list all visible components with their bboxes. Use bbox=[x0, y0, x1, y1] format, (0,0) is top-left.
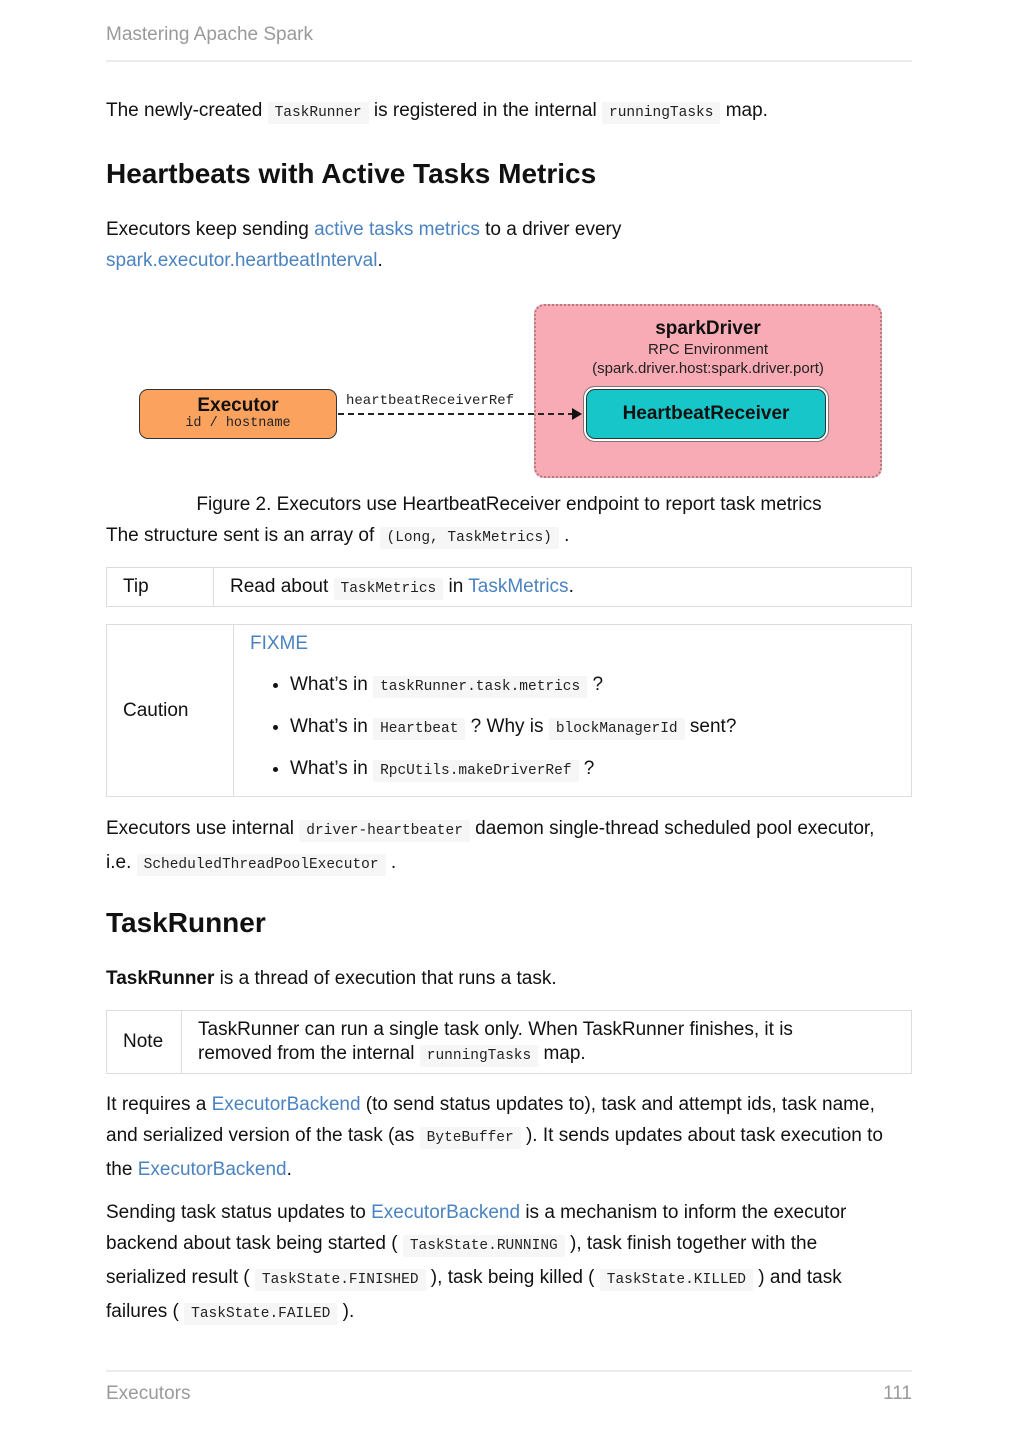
arrow-label: heartbeatReceiverRef bbox=[346, 393, 515, 409]
executor-subtitle: id / hostname bbox=[185, 416, 291, 431]
section-heading-heartbeats: Heartbeats with Active Tasks Metrics bbox=[106, 158, 597, 189]
heartbeater-paragraph bbox=[106, 813, 912, 881]
text: serialized result ( bbox=[106, 1267, 255, 1288]
text: in bbox=[443, 576, 469, 597]
inline-code: driver-heartbeater bbox=[299, 820, 470, 842]
text: ) and task bbox=[753, 1267, 842, 1288]
text: the bbox=[106, 1159, 138, 1180]
footer-divider bbox=[106, 1370, 912, 1372]
text: failures ( bbox=[106, 1301, 185, 1322]
text: ), task being killed ( bbox=[425, 1267, 600, 1288]
driver-host-port: (spark.driver.host:spark.driver.port) bbox=[592, 360, 824, 377]
link-executor-backend[interactable]: ExecutorBackend bbox=[137, 1159, 287, 1180]
inline-code: TaskMetrics bbox=[334, 578, 444, 600]
intro-paragraph bbox=[106, 95, 768, 129]
text: is a mechanism to inform the executor bbox=[520, 1202, 847, 1223]
inline-code: runningTasks bbox=[602, 102, 720, 124]
caution-body bbox=[234, 625, 736, 796]
text: removed from the internal bbox=[198, 1043, 420, 1064]
driver-rpc-env: RPC Environment bbox=[647, 341, 769, 358]
status-updates-paragraph bbox=[106, 1197, 912, 1330]
link-executor-backend[interactable]: ExecutorBackend bbox=[371, 1202, 521, 1223]
link-heartbeat-interval[interactable]: spark.executor.heartbeatInterval bbox=[106, 250, 378, 271]
heartbeat-receiver-node bbox=[586, 389, 826, 439]
text: Executors use internal bbox=[106, 818, 300, 839]
text: i.e. bbox=[106, 852, 137, 873]
receiver-title: HeartbeatReceiver bbox=[622, 403, 790, 424]
figure-caption: Figure 2. Executors use HeartbeatReceiver endpoint to report task metrics bbox=[196, 494, 822, 515]
text: . bbox=[558, 525, 570, 546]
inline-code: TaskState.KILLED bbox=[600, 1269, 753, 1291]
heartbeat-diagram bbox=[134, 300, 914, 480]
driver-subtitle bbox=[536, 340, 880, 378]
text: ). It sends updates about task execution to bbox=[520, 1125, 883, 1146]
text: What’s in bbox=[290, 758, 374, 779]
inline-code: ByteBuffer bbox=[420, 1127, 521, 1149]
inline-code: TaskRunner bbox=[268, 102, 369, 124]
driver-title: sparkDriver bbox=[655, 318, 761, 339]
text: (to send status updates to), task and attempt ids, task name, bbox=[360, 1094, 875, 1115]
text: ? bbox=[587, 674, 604, 695]
text: TaskRunner can run a single task only. When TaskRunner finishes, it is bbox=[198, 1019, 793, 1040]
bold-term: TaskRunner bbox=[106, 968, 215, 989]
text: The newly-created bbox=[106, 100, 268, 121]
running-header: Mastering Apache Spark bbox=[106, 24, 314, 45]
inline-code: runningTasks bbox=[420, 1045, 538, 1067]
executor-title: Executor bbox=[197, 395, 279, 416]
list-item bbox=[290, 665, 736, 707]
text: backend about task being started ( bbox=[106, 1233, 403, 1254]
heartbeat-paragraph bbox=[106, 214, 912, 276]
page-number: 111 bbox=[883, 1383, 912, 1404]
text: What’s in bbox=[290, 674, 374, 695]
inline-code: TaskState.FINISHED bbox=[255, 1269, 426, 1291]
note-line-2 bbox=[198, 1042, 793, 1068]
text: The structure sent is an array of bbox=[106, 525, 380, 546]
text: Executors keep sending bbox=[106, 219, 315, 240]
section-heading-taskrunner: TaskRunner bbox=[106, 907, 266, 938]
text: ). bbox=[337, 1301, 355, 1322]
text: . bbox=[286, 1159, 292, 1180]
header-divider bbox=[106, 60, 912, 62]
text: It requires a bbox=[106, 1094, 212, 1115]
inline-code: blockManagerId bbox=[549, 718, 685, 740]
text: . bbox=[568, 576, 574, 597]
tip-admonition bbox=[106, 567, 912, 607]
text: ? Why is bbox=[465, 716, 549, 737]
taskrunner-intro-paragraph bbox=[106, 963, 557, 994]
text: map. bbox=[538, 1043, 586, 1064]
text: . bbox=[377, 250, 383, 271]
text: Sending task status updates to bbox=[106, 1202, 372, 1223]
text: ? bbox=[578, 758, 595, 779]
link-active-tasks-metrics[interactable]: active tasks metrics bbox=[314, 219, 480, 240]
inline-code: (Long, TaskMetrics) bbox=[380, 527, 559, 549]
inline-code: TaskState.RUNNING bbox=[403, 1235, 565, 1257]
note-label: Note bbox=[107, 1011, 182, 1073]
list-item bbox=[290, 707, 736, 749]
inline-code: TaskState.FAILED bbox=[184, 1303, 337, 1325]
text: to a driver every bbox=[479, 219, 622, 240]
text: . bbox=[385, 852, 397, 873]
inline-code: RpcUtils.makeDriverRef bbox=[373, 760, 578, 782]
text: What’s in bbox=[290, 716, 374, 737]
structure-paragraph bbox=[106, 520, 569, 554]
note-body bbox=[182, 1011, 793, 1073]
note-admonition bbox=[106, 1010, 912, 1074]
fixme-list bbox=[250, 665, 736, 791]
tip-body bbox=[214, 568, 574, 606]
text: ), task finish together with the bbox=[564, 1233, 818, 1254]
caution-label: Caution bbox=[107, 625, 234, 796]
caution-admonition bbox=[106, 624, 912, 797]
text: sent? bbox=[684, 716, 737, 737]
inline-code: ScheduledThreadPoolExecutor bbox=[137, 854, 386, 876]
footer-chapter: Executors bbox=[106, 1383, 191, 1404]
link-taskmetrics[interactable]: TaskMetrics bbox=[468, 576, 569, 597]
text: and serialized version of the task (as bbox=[106, 1125, 420, 1146]
text: daemon single-thread scheduled pool executor, bbox=[469, 818, 875, 839]
link-fixme[interactable]: FIXME bbox=[250, 633, 309, 654]
executor-node bbox=[139, 389, 337, 439]
inline-code: Heartbeat bbox=[373, 718, 465, 740]
text: map. bbox=[720, 100, 768, 121]
dashed-arrow-line bbox=[338, 413, 574, 415]
arrow-head-icon bbox=[572, 408, 582, 420]
text: is a thread of execution that runs a task. bbox=[214, 968, 557, 989]
link-executor-backend[interactable]: ExecutorBackend bbox=[211, 1094, 361, 1115]
requires-paragraph bbox=[106, 1089, 912, 1185]
text: is registered in the internal bbox=[368, 100, 602, 121]
list-item bbox=[290, 749, 736, 791]
text: Read about bbox=[230, 576, 334, 597]
inline-code: taskRunner.task.metrics bbox=[373, 676, 587, 698]
tip-label: Tip bbox=[107, 568, 214, 606]
